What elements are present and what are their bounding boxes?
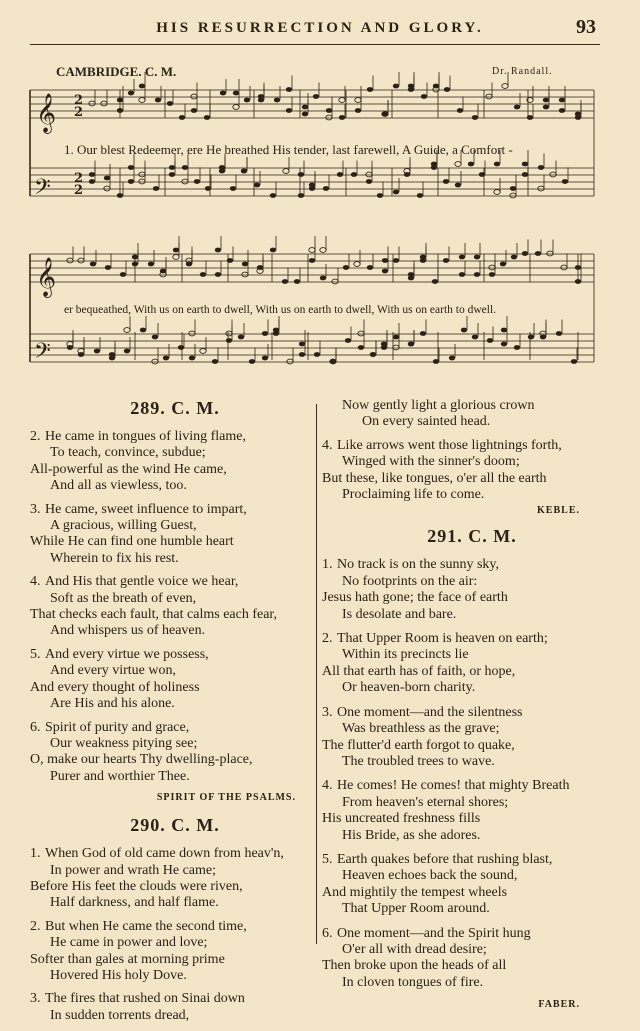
- verse-line: [322, 471, 622, 487]
- stanza: [30, 846, 320, 912]
- page-header-title: HIS RESURRECTION AND GLORY.: [156, 20, 484, 36]
- verse-text: Winged with the sinner's doom;: [342, 454, 520, 470]
- verse-text: The fires that rushed on Sinai down: [45, 991, 245, 1007]
- verse-line: [30, 919, 320, 935]
- verse-line: [30, 991, 320, 1007]
- stanza-number: 3.: [322, 704, 333, 720]
- verse-line: [322, 647, 622, 663]
- verse-line: [322, 487, 622, 503]
- svg-text:𝄢: 𝄢: [34, 175, 51, 205]
- verse-line: [322, 958, 622, 974]
- verse-text: His uncreated freshness fills: [322, 811, 481, 827]
- verse-text: Proclaiming life to come.: [342, 487, 485, 503]
- verse-line: [30, 696, 320, 712]
- svg-text:2: 2: [74, 105, 84, 120]
- hymn-290-continued: [322, 398, 622, 503]
- stanza-number: 4.: [30, 574, 41, 590]
- verse-line: [30, 879, 320, 895]
- stanza-number: 4.: [322, 437, 333, 453]
- verse-line: [30, 736, 320, 752]
- verse-text: That Upper Room is heaven on earth;: [337, 631, 548, 647]
- verse-text: And His that gentle voice we hear,: [45, 574, 239, 590]
- svg-text:2: 2: [74, 183, 84, 198]
- stanza: [322, 398, 622, 431]
- stanza: [30, 919, 320, 985]
- verse-text: A gracious, willing Guest,: [50, 518, 197, 534]
- verse-text: He came in tongues of living flame,: [45, 429, 246, 444]
- verse-text: The troubled trees to wave.: [342, 753, 495, 769]
- verse-text: He comes! He comes! that mighty Breath: [337, 778, 570, 794]
- verse-text: And all as viewless, too.: [50, 478, 187, 494]
- verse-line: [322, 754, 622, 770]
- verse-line: Now gently light a glorious crown: [342, 398, 535, 413]
- stanza-number: 5.: [322, 851, 333, 867]
- verse-line: [30, 607, 320, 623]
- verse-text: No track is on the sunny sky,: [337, 557, 500, 573]
- stanza: [30, 647, 320, 713]
- verse-text: Purer and worthier Thee.: [50, 768, 190, 784]
- verse-line: [322, 811, 622, 827]
- verse-text: When God of old came down from heav'n,: [45, 846, 284, 862]
- verse-text: And every thought of holiness: [30, 679, 200, 695]
- stanza-number: 2.: [30, 429, 41, 444]
- verse-line: [322, 795, 622, 811]
- verse-line: [322, 852, 622, 868]
- verse-text: Softer than gales at morning prime: [30, 951, 225, 967]
- verse-line: [322, 942, 622, 958]
- hymn-290-credit: KEBLE.: [537, 505, 580, 517]
- stanza: [322, 438, 622, 504]
- verse-text: His Bride, as she adores.: [342, 827, 481, 843]
- verse-line: [30, 720, 320, 736]
- verse-text: In power and wrath He came;: [50, 862, 216, 878]
- verse-text: Within its precincts lie: [342, 647, 469, 663]
- verse-text: Or heaven-born charity.: [342, 680, 476, 696]
- verse-text: Like arrows went those lightnings forth,: [337, 437, 562, 453]
- stanza-number: 1.: [30, 846, 41, 862]
- stanza: [30, 720, 320, 786]
- stanza-number: 3.: [30, 501, 41, 517]
- verse-line: [30, 551, 320, 567]
- verse-line: [322, 680, 622, 696]
- verse-text: O, make our hearts Thy dwelling-place,: [30, 752, 253, 768]
- stanza: [322, 631, 622, 697]
- verse-line: [30, 769, 320, 785]
- verse-line: [30, 968, 320, 984]
- verse-text: Was breathless as the grave;: [342, 721, 500, 737]
- tune-name: CAMBRIDGE. C. M.: [56, 64, 177, 79]
- verse-text: In sudden torrents dread,: [50, 1007, 190, 1023]
- verse-text: He came, sweet influence to impart,: [45, 501, 247, 517]
- verse-line: On every sainted head.: [362, 414, 491, 430]
- verse-text: One moment—and the silentness: [337, 704, 523, 720]
- stanza: [30, 574, 320, 640]
- verse-line: [30, 574, 320, 590]
- verse-line: [30, 518, 320, 534]
- verse-text: Spirit of purity and grace,: [45, 719, 190, 735]
- verse-line: [322, 557, 622, 573]
- stanza-number: 6.: [30, 719, 41, 735]
- verse-text: Then broke upon the heads of all: [322, 958, 507, 974]
- stanza: [322, 778, 622, 844]
- stanza: [30, 502, 320, 568]
- stanza-number: 3.: [30, 991, 41, 1007]
- hymn-291-credit: FABER.: [538, 999, 580, 1011]
- left-column: [30, 398, 320, 1031]
- verse-line: [322, 778, 622, 794]
- verse-line: [30, 863, 320, 879]
- stanza-number: 4.: [322, 778, 333, 794]
- verse-text: That Upper Room around.: [342, 901, 490, 917]
- verse-text: The flutter'd earth forgot to quake,: [322, 737, 515, 753]
- verse-line: [30, 952, 320, 968]
- verse-text: And every virtue won,: [50, 663, 176, 679]
- verse-line: [322, 885, 622, 901]
- verse-text: That checks each fault, that calms each fear,: [30, 607, 278, 623]
- verse-text: Jesus hath gone; the face of earth: [322, 590, 508, 606]
- verse-text: He came in power and love;: [50, 935, 208, 951]
- stanza: [322, 926, 622, 992]
- verse-line: [322, 901, 622, 917]
- stanza: [322, 557, 622, 623]
- verse-text: Earth quakes before that rushing blast,: [337, 851, 553, 867]
- verse-line: [30, 846, 320, 862]
- stanza-number: 6.: [322, 925, 333, 941]
- stanza-number: 1.: [322, 557, 333, 573]
- verse-text: But these, like tongues, o'er all the earth: [322, 470, 547, 486]
- verse-line: [322, 705, 622, 721]
- verse-line: [30, 1008, 320, 1024]
- verse-text: And whispers us of heaven.: [50, 623, 206, 639]
- stanza: [30, 991, 320, 1024]
- verse-line: [322, 454, 622, 470]
- tune-composer: Dr. Randall.: [492, 66, 553, 77]
- verse-line: [322, 607, 622, 623]
- verse-text: Before His feet the clouds were riven,: [30, 878, 243, 894]
- music-score: [0, 0, 640, 390]
- verse-text: In cloven tongues of fire.: [342, 974, 484, 990]
- page-number: 93: [576, 16, 596, 38]
- verse-text: O'er all with dread desire;: [342, 941, 487, 957]
- stanza: [322, 705, 622, 771]
- verse-line: [30, 935, 320, 951]
- stanza: [30, 429, 320, 495]
- svg-text:2: 2: [74, 93, 84, 108]
- verse-line: [30, 502, 320, 518]
- verse-line: [30, 647, 320, 663]
- verse-text: One moment—and the Spirit hung: [337, 925, 531, 941]
- verse-line: [322, 926, 622, 942]
- verse-text: Are His and his alone.: [50, 696, 175, 712]
- verse-line: [322, 574, 622, 590]
- verse-line: [30, 663, 320, 679]
- verse-line: [30, 445, 320, 461]
- verse-line: [30, 591, 320, 607]
- verse-line: [322, 631, 622, 647]
- verse-line: [30, 623, 320, 639]
- verse-line: [322, 664, 622, 680]
- verse-line: [30, 429, 320, 445]
- verse-line: [322, 828, 622, 844]
- verse-line: [30, 534, 320, 550]
- hymn-289-stanzas: [30, 429, 320, 785]
- verse-text: No footprints on the air:: [342, 573, 478, 589]
- verse-line: [322, 868, 622, 884]
- verse-text: Our weakness pitying see;: [50, 735, 198, 751]
- verse-text: To teach, convince, subdue;: [50, 445, 206, 461]
- verse-text: Hovered His holy Dove.: [50, 967, 187, 983]
- verse-text: Wherein to fix his rest.: [50, 550, 179, 566]
- verse-line: [322, 975, 622, 991]
- verse-line: [30, 680, 320, 696]
- verse-text: But when He came the second time,: [45, 918, 247, 934]
- verse-text: Half darkness, and half flame.: [50, 895, 219, 911]
- verse-line: [30, 895, 320, 911]
- verse-line: [322, 590, 622, 606]
- lyric-line-2: er bequeathed, With us on earth to dwell, With us on earth to dwell, With us on earth to dwell.: [64, 304, 497, 316]
- verse-text: And every virtue we possess,: [45, 646, 209, 662]
- verse-line: [30, 462, 320, 478]
- verse-line: [30, 752, 320, 768]
- verse-line: [322, 721, 622, 737]
- svg-text:2: 2: [74, 171, 84, 186]
- svg-text:𝄢: 𝄢: [34, 339, 51, 369]
- stanza-number: 2.: [30, 918, 41, 934]
- hymn-289-heading: 289. C. M.: [130, 398, 220, 418]
- hymn-291-stanzas: [322, 557, 622, 991]
- svg-text:𝄞: 𝄞: [36, 93, 57, 133]
- hymn-289-credit: SPIRIT OF THE PSALMS.: [156, 792, 296, 804]
- verse-line: [322, 738, 622, 754]
- verse-text: All-powerful as the wind He came,: [30, 461, 227, 477]
- right-column: [322, 398, 622, 1010]
- stanza-number: 2.: [322, 631, 333, 647]
- lyric-line-1: 1. Our blest Redeemer, ere He breathed His tender, last farewell, A Guide, a Comfort -: [64, 142, 513, 157]
- stanza: [322, 852, 622, 918]
- verse-text: Is desolate and bare.: [342, 606, 457, 622]
- verse-line: [322, 438, 622, 454]
- hymn-291-heading: 291. C. M.: [427, 526, 517, 547]
- stanza-number: 5.: [30, 646, 41, 662]
- svg-text:𝄞: 𝄞: [36, 257, 57, 297]
- verse-text: While He can find one humble heart: [30, 534, 234, 550]
- hymn-290-heading: 290. C. M.: [130, 815, 220, 836]
- verse-text: Heaven echoes back the sound,: [342, 868, 518, 884]
- verse-text: Soft as the breath of even,: [50, 590, 197, 606]
- hymn-290-stanzas: [30, 846, 320, 1024]
- verse-text: And mightily the tempest wheels: [322, 884, 508, 900]
- verse-text: All that earth has of faith, or hope,: [322, 663, 516, 679]
- verse-text: From heaven's eternal shores;: [342, 794, 509, 810]
- verse-line: [30, 478, 320, 494]
